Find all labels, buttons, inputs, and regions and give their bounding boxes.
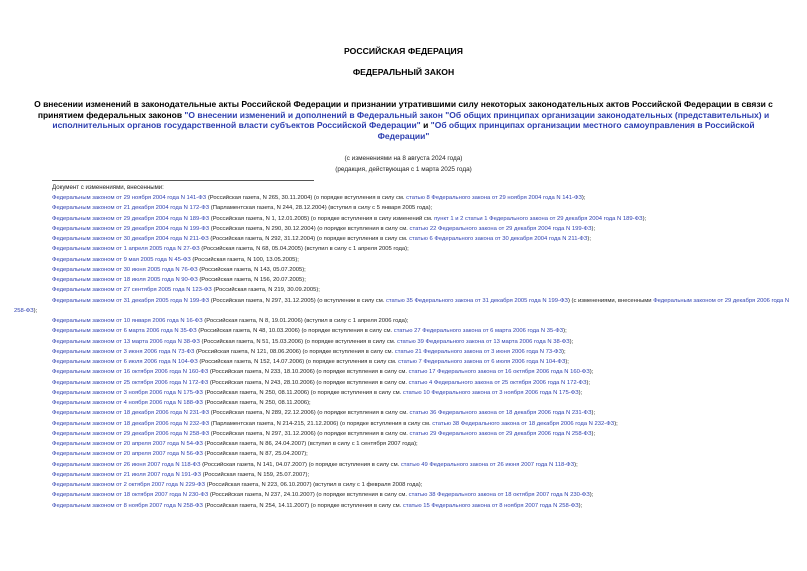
amendment-law-link[interactable]: Федеральным законом от 4 ноября 2006 года N 188-ФЗ — [52, 400, 203, 406]
amendment-law-link[interactable]: Федеральным законом от 18 декабря 2006 года N 232-ФЗ — [52, 420, 210, 427]
amendment-entry — [14, 439, 795, 449]
document-title — [30, 99, 777, 141]
amendment-entry — [14, 193, 795, 203]
amendment-entry — [14, 449, 795, 459]
amendment-law-link[interactable]: Федеральным законом от 29 ноября 2004 года N 141-ФЗ — [52, 195, 207, 201]
amendment-publication: (Российская газета, N 141, 04.07.2007) (о порядке вступления в силу см. — [200, 461, 401, 468]
amendment-law-link[interactable]: Федеральным законом от 20 апреля 2007 года N 56-ФЗ — [52, 451, 203, 458]
amendment-law-link[interactable]: Федеральным законом от 18 декабря 2006 года N 231-ФЗ — [52, 410, 210, 417]
amendment-entry — [14, 337, 795, 347]
amendment-article-link[interactable]: статью 39 Федерального закона от 13 марта 2006 года N 38-ФЗ — [397, 338, 570, 345]
amendment-law-link[interactable]: Федеральным законом от 10 января 2006 года N 16-ФЗ — [52, 318, 203, 324]
changes-heading: Документ с изменениями, внесенными: — [52, 184, 164, 191]
amendment-entry — [14, 275, 795, 285]
amendment-entry — [14, 367, 795, 377]
amendment-publication: (Российская газета, N 48, 10.03.2006) (о порядке вступления в силу см. — [196, 328, 394, 335]
amendment-entry — [14, 429, 795, 439]
amendment-article-link[interactable]: статью 17 Федерального закона от 16 октября 2006 года N 160-ФЗ — [408, 369, 590, 376]
amendment-entry — [14, 203, 795, 213]
amendment-publication: (Российская газета, N 290, 30.12.2004) (о порядке вступления в силу см. — [209, 225, 410, 232]
amendment-article-link[interactable]: статью 7 Федерального закона от 6 июля 2006 года N 104-ФЗ — [398, 359, 566, 365]
amendment-law-link[interactable]: Федеральным законом от 29 декабря 2006 года N 258-ФЗ — [52, 430, 210, 437]
amendment-tail: ); — [614, 420, 618, 427]
amendment-law-link[interactable]: Федеральным законом от 8 ноября 2007 года N 258-ФЗ — [52, 502, 203, 509]
amendment-article-link[interactable]: статью 15 Федерального закона от 8 ноября 2007 года N 258-ФЗ — [402, 502, 579, 509]
amendment-publication: (Российская газета, N 250, 08.11.2006) (о порядке вступления в силу см. — [202, 389, 403, 396]
amendment-entry — [14, 265, 795, 275]
amendment-publication: (Парламентская газета, N 214-215, 21.12.2006) (о порядке вступления в силу см. — [209, 420, 433, 427]
amendment-entry — [14, 398, 795, 408]
amendment-tail: ); — [578, 389, 583, 396]
amendment-article-link[interactable]: статью 4 Федерального закона от 25 октября 2006 года N 172-ФЗ — [408, 379, 587, 386]
amendment-entry — [14, 234, 795, 244]
amendment-entry — [14, 460, 795, 470]
amendment-publication: (Российская газета, N 68, 05.04.2005) (вступил в силу с 1 апреля 2005 года); — [199, 246, 409, 253]
amendment-publication: (Российская газета, N 143, 05.07.2005); — [197, 266, 306, 273]
amendment-entry — [14, 501, 795, 511]
amendment-publication: (Российская газета, N 292, 31.12.2004) (о порядке вступления в силу см. — [208, 236, 410, 242]
amendment-law-link[interactable]: Федеральным законом от 31 декабря 2005 года N 199-ФЗ — [52, 297, 210, 304]
amendment-publication: (Российская газета, N 87, 25.04.2007); — [202, 451, 308, 458]
divider — [52, 180, 314, 181]
amendment-entry — [14, 296, 795, 317]
amendment-publication: (Российская газета, N 156, 20.07.2005); — [197, 277, 306, 283]
country-heading: РОССИЙСКАЯ ФЕДЕРАЦИЯ — [343, 46, 464, 56]
amendment-related-law-link[interactable]: Федеральным законом от 29 декабря 2006 года N 258-ФЗ — [14, 297, 790, 314]
amendment-article-link[interactable]: статью 22 Федерального закона от 29 декабря 2004 года N 199-ФЗ — [409, 225, 592, 232]
amendment-entry — [14, 255, 795, 265]
amendment-entry — [14, 326, 795, 336]
amendment-tail: ); — [581, 195, 586, 201]
amendment-publication: (Российская газета, N 1, 12.01.2005) (о порядке вступления в силу изменений см. — [209, 215, 435, 222]
amendment-tail: ); — [563, 328, 567, 335]
amendment-law-link[interactable]: Федеральным законом от 21 июля 2007 года N 191-ФЗ — [52, 471, 201, 478]
amendment-entry — [14, 490, 795, 500]
title-link-2[interactable]: "Об общих принципах организации местного самоуправления в Российской Федерации" — [377, 120, 755, 141]
amendment-entry — [14, 408, 795, 418]
amendment-law-link[interactable]: Федеральным законом от 2 октября 2007 года N 229-ФЗ — [52, 482, 206, 488]
amendment-article-link[interactable]: статью 27 Федерального закона от 6 марта 2006 года N 35-ФЗ — [393, 328, 564, 335]
amendment-entry — [14, 470, 795, 480]
amendment-tail: ); — [587, 236, 591, 242]
amendment-entry — [14, 224, 795, 234]
amendment-article-link[interactable]: статью 8 Федерального закона от 29 ноября 2004 года N 141-ФЗ — [406, 195, 582, 201]
amendment-law-link[interactable]: Федеральным законом от 27 сентября 2005 года N 123-ФЗ — [52, 287, 212, 294]
amendment-law-link[interactable]: Федеральным законом от 26 июня 2007 года N 118-ФЗ — [52, 461, 201, 468]
amendment-publication: (Российская газета, N 121, 08.06.2006) (о порядке вступления в силу см. — [194, 348, 395, 355]
amendment-article-link[interactable]: статью 38 Федерального закона от 18 декабря 2006 года N 232-ФЗ — [432, 420, 615, 427]
amendment-entry — [14, 285, 795, 295]
amendment-entry — [14, 378, 795, 388]
amendment-law-link[interactable]: Федеральным законом от 6 марта 2006 года N 35-ФЗ — [52, 328, 197, 335]
amendment-law-link[interactable]: Федеральным законом от 25 октября 2006 года N 172-ФЗ — [52, 379, 209, 386]
amendment-tail: ); — [591, 430, 596, 437]
amendment-entry — [14, 419, 795, 429]
amendment-tail: ); — [591, 225, 596, 232]
amendment-publication: (Российская газета, N 265, 30.11.2004) (о порядке вступления в силу см. — [206, 195, 407, 201]
changes-list — [14, 193, 795, 511]
amendment-article-link[interactable]: статью 6 Федерального закона от 30 декабря 2004 года N 211-ФЗ — [409, 236, 588, 242]
amendment-entry — [14, 244, 795, 254]
amendment-publication: (Российская газета, N 237, 24.10.2007) (о порядке вступления в силу см. — [208, 492, 409, 499]
amendment-article-link[interactable]: статью 49 Федерального закона от 26 июня 2007 года N 118-ФЗ — [400, 461, 575, 468]
amendment-article-link[interactable]: статью 38 Федерального закона от 18 октября 2007 года N 230-ФЗ — [408, 492, 590, 499]
amendment-tail: ); — [569, 338, 574, 345]
amendment-article-link[interactable]: статью 29 Федерального закона от 29 декабря 2006 года N 258-ФЗ — [409, 430, 592, 437]
amendment-law-link[interactable]: Федеральным законом от 1 апреля 2005 года N 27-ФЗ — [52, 246, 200, 253]
amendment-article-link[interactable]: статью 21 Федерального закона от 3 июня 2006 года N 73-ФЗ — [394, 348, 562, 355]
amendment-law-link[interactable]: Федеральным законом от 18 октября 2007 года N 230-ФЗ — [52, 492, 209, 499]
title-link-1[interactable]: "О внесении изменений и дополнений в Федеральный закон "Об общих принципах организации законодательных (представительных) и исполнительных органов государственной власти субъектов Российской Федерации" — [52, 109, 770, 131]
amendment-article-link[interactable]: статью 10 Федерального закона от 3 ноября 2006 года N 175-ФЗ — [402, 389, 579, 396]
revision-note: (с изменениями на 8 августа 2024 года) — [344, 155, 463, 162]
amendment-publication: (Российская газета, N 250, 08.11.2006); — [202, 400, 311, 406]
amendment-publication: (Российская газета, N 254, 14.11.2007) (о порядке вступления в силу см. — [202, 502, 403, 509]
amendment-entry — [14, 388, 795, 398]
amendment-publication: (Российская газета, N 243, 28.10.2006) (о порядке вступления в силу см. — [208, 379, 409, 386]
amendment-law-link[interactable]: Федеральным законом от 16 октября 2006 года N 160-ФЗ — [52, 369, 209, 376]
amendment-publication: (Парламентская газета, N 244, 28.12.2004) (вступил в силу с 5 января 2005 года); — [209, 205, 433, 212]
title-text-1: О внесении изменений в законодательные акты Российской Федерации и признании утратившими силу некоторых законодательных актов Российской Федерации в связи с принятием федеральных законов — [34, 99, 773, 120]
amendment-law-link[interactable]: Федеральным законом от 21 декабря 2004 года N 172-ФЗ — [52, 205, 210, 212]
amendment-entry — [14, 316, 795, 326]
amendment-publication: (Российская газета, N 219, 30.09.2005); — [211, 287, 320, 294]
amendment-law-link[interactable]: Федеральным законом от 3 ноября 2006 года N 175-ФЗ — [52, 389, 203, 396]
amendment-tail: ); — [591, 410, 596, 417]
amendment-publication: (Российская газета, N 297, 31.12.2006) (о порядке вступления в силу см. — [209, 430, 410, 437]
amendment-article-link[interactable]: статью 35 Федерального закона от 31 декабря 2005 года N 199-ФЗ — [385, 297, 568, 304]
amendment-tail: ); — [565, 359, 569, 365]
amendment-law-link[interactable]: Федеральным законом от 3 июня 2006 года N 73-ФЗ — [52, 348, 195, 355]
amendment-tail: ); — [33, 307, 38, 314]
amendment-publication: (Российская газета, N 8, 19.01.2006) (вступил в силу с 1 апреля 2006 года); — [202, 318, 409, 324]
amendment-tail: ) (с изменениями, внесенными — [567, 297, 654, 304]
amendment-law-link[interactable]: Федеральным законом от 20 апреля 2007 года N 54-ФЗ — [52, 441, 203, 447]
amendment-publication: (Российская газета, N 100, 13.05.2005); — [190, 256, 299, 263]
amendment-publication: (Российская газета, N 233, 18.10.2006) (о порядке вступления в силу см. — [208, 369, 409, 376]
amendment-law-link[interactable]: Федеральным законом от 13 марта 2006 года N 38-ФЗ — [52, 338, 200, 345]
amendment-tail: ); — [562, 348, 566, 355]
amendment-tail: ); — [586, 379, 591, 386]
amendment-tail: ); — [589, 492, 594, 499]
amendment-article-link[interactable]: статью 36 Федерального закона от 18 декабря 2006 года N 231-ФЗ — [409, 410, 592, 417]
amendment-law-link[interactable]: Федеральным законом от 29 декабря 2004 года N 199-ФЗ — [52, 225, 210, 232]
amendment-law-link[interactable]: Федеральным законом от 29 декабря 2004 года N 189-ФЗ — [52, 215, 210, 222]
amendment-law-link[interactable]: Федеральным законом от 18 июля 2005 года N 90-ФЗ — [52, 277, 198, 283]
amendment-law-link[interactable]: Федеральным законом от 6 июля 2006 года N 104-ФЗ — [52, 359, 198, 365]
title-text-2: и — [420, 120, 431, 131]
amendment-entry — [14, 480, 795, 490]
amendment-tail: ); — [578, 502, 583, 509]
amendment-publication: (Российская газета, N 86, 24.04.2007) (вступил в силу с 1 сентября 2007 года); — [202, 441, 418, 447]
amendment-entry — [14, 214, 795, 224]
amendment-entry — [14, 347, 795, 357]
amendment-law-link[interactable]: Федеральным законом от 30 декабря 2004 года N 211-ФЗ — [52, 236, 209, 242]
amendment-article-link[interactable]: пункт 1 и 2 статьи 1 Федерального закона от 29 декабря 2004 года N 189-ФЗ — [434, 215, 643, 222]
law-type-heading: ФЕДЕРАЛЬНЫЙ ЗАКОН — [352, 67, 455, 77]
amendment-entry — [14, 357, 795, 367]
amendment-tail: ); — [574, 461, 578, 468]
amendment-tail: ); — [589, 369, 594, 376]
amendment-publication: (Российская газета, N 289, 22.12.2006) (о порядке вступления в силу см. — [209, 410, 410, 417]
amendment-publication: (Российская газета, N 51, 15.03.2006) (о порядке вступления в силу см. — [199, 338, 398, 345]
edition-note: (редакция, действующая с 1 марта 2025 года) — [335, 166, 472, 173]
amendment-law-link[interactable]: Федеральным законом от 9 мая 2005 года N 45-ФЗ — [52, 256, 191, 263]
amendment-tail: ); — [642, 215, 647, 222]
amendment-publication: (Российская газета, N 297, 31.12.2005) (о вступлении в силу см. — [209, 297, 386, 304]
amendment-law-link[interactable]: Федеральным законом от 30 июня 2005 года N 76-ФЗ — [52, 266, 198, 273]
amendment-publication: (Российская газета, N 223, 06.10.2007) (вступил в силу с 1 февраля 2008 года); — [205, 482, 423, 488]
amendment-publication: (Российская газета, N 152, 14.07.2006) (о порядке вступления в силу см. — [197, 359, 399, 365]
amendment-publication: (Российская газета, N 159, 25.07.2007); — [200, 471, 310, 478]
